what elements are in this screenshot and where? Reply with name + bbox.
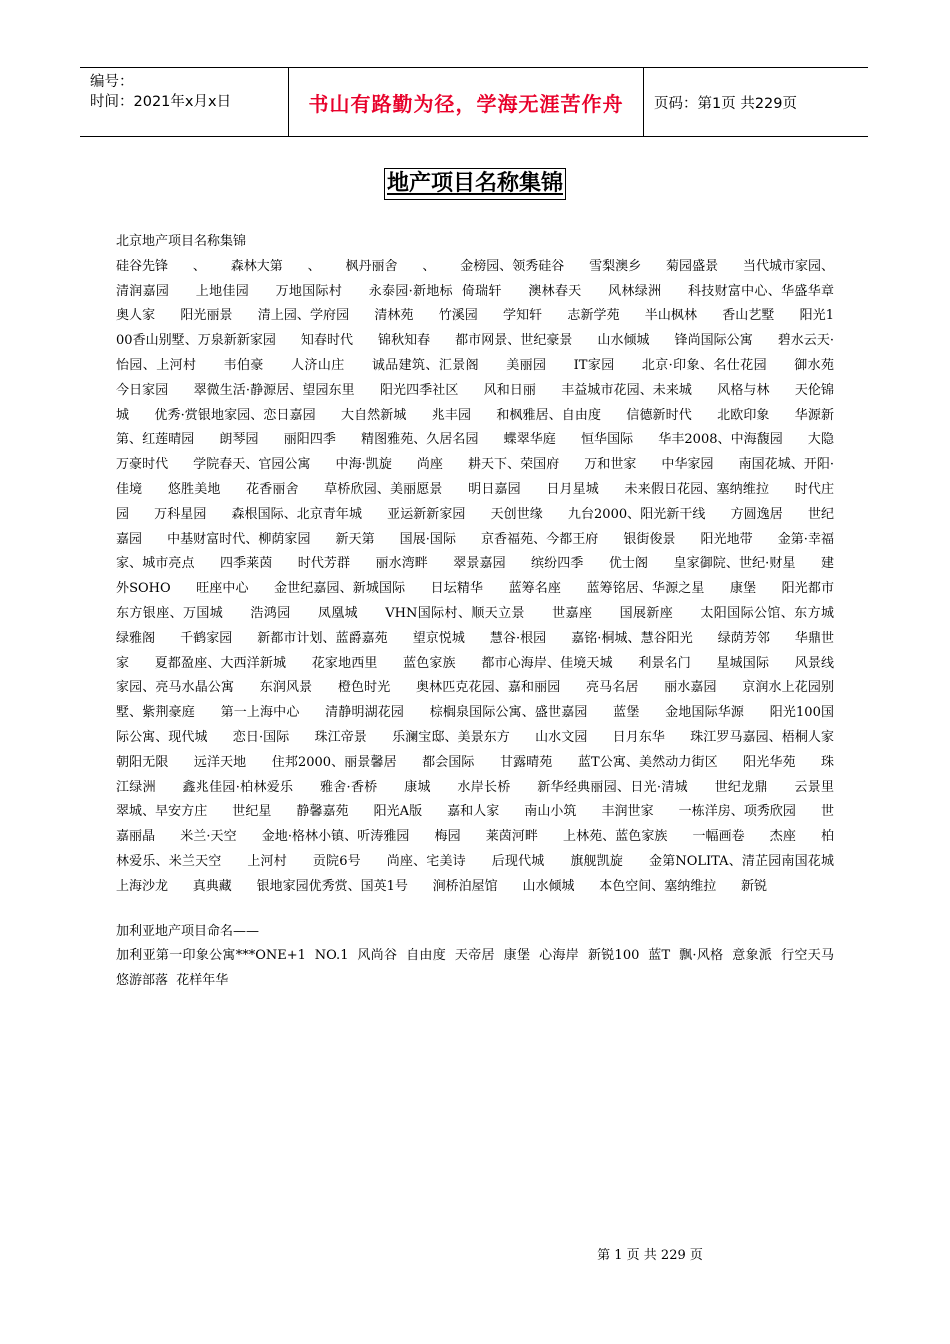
section-body-jialiya: 加利亚第一印象公寓***ONE+1 NO.1 风尚谷 自由度 天帝居 康堡 心海岸 新锐100 蓝T 飘·风格 意象派 行空天马 悠游部落 花样年华 <box>116 948 843 989</box>
page-header <box>80 67 868 137</box>
header-meta <box>80 68 289 136</box>
section-heading-jialiya: 加利亚地产项目命名—— <box>116 923 260 939</box>
header-date-label: 时间：2021年x月x日 <box>90 94 232 110</box>
section-heading-beijing: 北京地产项目名称集锦 <box>116 234 247 249</box>
page-footer <box>0 1244 950 1263</box>
header-motto: 书山有路勤为径，学海无涯苦作舟 <box>289 68 644 136</box>
document-body <box>116 230 859 994</box>
footer-page-number: 第 1 页 共 229 页 <box>597 1248 703 1263</box>
header-number-label: 编号： <box>90 74 134 90</box>
header-page-info: 页码：第1页 共229页 <box>654 95 798 112</box>
document-title: 地产项目名称集锦 <box>384 168 566 200</box>
section-body-beijing: 硅谷先锋 、 森林大第 、 枫丹丽舍 、 金榜园、领秀硅谷 雪梨澳乡 菊园盛景 当代城市家园、清润嘉园 上地佳园 万地国际村 永泰园·新地标 倚瑞轩 澳林春天 风林绿洲 科技财富中心、华盛华章 奥人家 阳光丽景 清上园、学府园 清林苑 竹溪园 学知轩 志新学苑 半山枫林 香山艺墅 阳光100香山别墅、万泉新新家园 知春时代 锦秋知春 都市网景、世纪豪景 山水倾城 锋尚国际公寓 碧水云天·怡园、上河村 韦伯豪 人济山庄 诚品建筑、汇景阁 美丽园 IT家园 北京·印象、名仕花园 御水苑 今日家园 翠微生活·静源居、望园东里 阳光四季社区 风和日丽 丰益城市花园、未来城 风格与林 天伦锦城 优秀·赏银地家园、恋日嘉园 大自然新城 兆丰园 和枫雅居、自由度 信德新时代 北欧印象 华源新第、红莲晴园 朗琴园 丽阳四季 精图雅苑、久居名园 蝶翠华庭 恒华国际 华丰2008、中海馥园 大隐 万豪时代 学院春天、官园公寓 中海·凯旋 尚座 耕天下、荣国府 万和世家 中华家园 南国花城、开阳·佳境 悠胜美地 花香丽舍 草桥欣园、美丽愿景 明日嘉园 日月星城 未来假日花园、塞纳维拉 时代庄园 万科星园 森根国际、北京青年城 亚运新新家园 天创世缘 九台2000、阳光新干线 方圆逸居 世纪嘉园 中基财富时代、柳荫家园 新天第 国展·国际 京香福苑、今都王府 银街俊景 阳光地带 金第·幸福家、城市亮点 四季莱茵 时代芳群 丽水湾畔 翠景嘉园 缤纷四季 优士阁 皇家御院、世纪·财星 建外SOHO 旺座中心 金世纪嘉园、新城国际 日坛精华 蓝筹名座 蓝筹铭居、华源之星 康堡 阳光都市 东方银座、万国城 浩鸿园 凤凰城 VHN国际村、顺天立景 世嘉座 国展新座 太阳国际公馆、东方城 绿雅阁 千鹤家园 新都市计划、蓝爵嘉苑 望京悦城 慧谷·根园 嘉铭·桐城、慧谷阳光 绿荫芳邻 华鼎世家 夏都盈座、大西洋新城 花家地西里 蓝色家族 都市心海岸、佳境天城 利景名门 星城国际 风景线家园、亮马水晶公寓 东润风景 橙色时光 奥林匹克花园、嘉和丽园 亮马名居 丽水嘉园 京润水上花园别墅、紫荆豪庭 第一上海中心 清静明湖花园 棕榈泉国际公寓、盛世嘉园 蓝堡 金地国际华源 阳光100国际公寓、现代城 恋日·国际 珠江帝景 乐澜宝邸、美景东方 山水文园 日月东华 珠江罗马嘉园、梧桐人家 朝阳无限 远洋天地 住邦2000、丽景馨居 都会国际 甘露晴苑 蓝T公寓、美然动力街区 阳光华苑 珠江绿洲 鑫兆佳园·柏林爱乐 雅舍·香桥 康城 水岸长桥 新华经典丽园、日光·清城 世纪龙鼎 云景里 翠城、早安方庄 世纪星 静馨嘉苑 阳光A版 嘉和人家 南山小筑 丰润世家 一栋洋房、项秀欣园 世嘉丽晶 米兰·天空 金地·格林小镇、听涛雅园 梅园 莱茵河畔 上林苑、蓝色家族 一幅画卷 杰座 柏林爱乐、米兰天空 上河村 贡院6号 尚座、宅美诗 后现代城 旗舰凯旋 金第NOLITA、清芷园南国花城 上海沙龙 真典藏 银地家园优秀赏、国英1号 涧桥泊屋馆 山水倾城 本色空间、塞纳维拉 新锐 <box>116 258 859 894</box>
section-spacer <box>116 900 834 920</box>
title-area <box>0 168 950 200</box>
